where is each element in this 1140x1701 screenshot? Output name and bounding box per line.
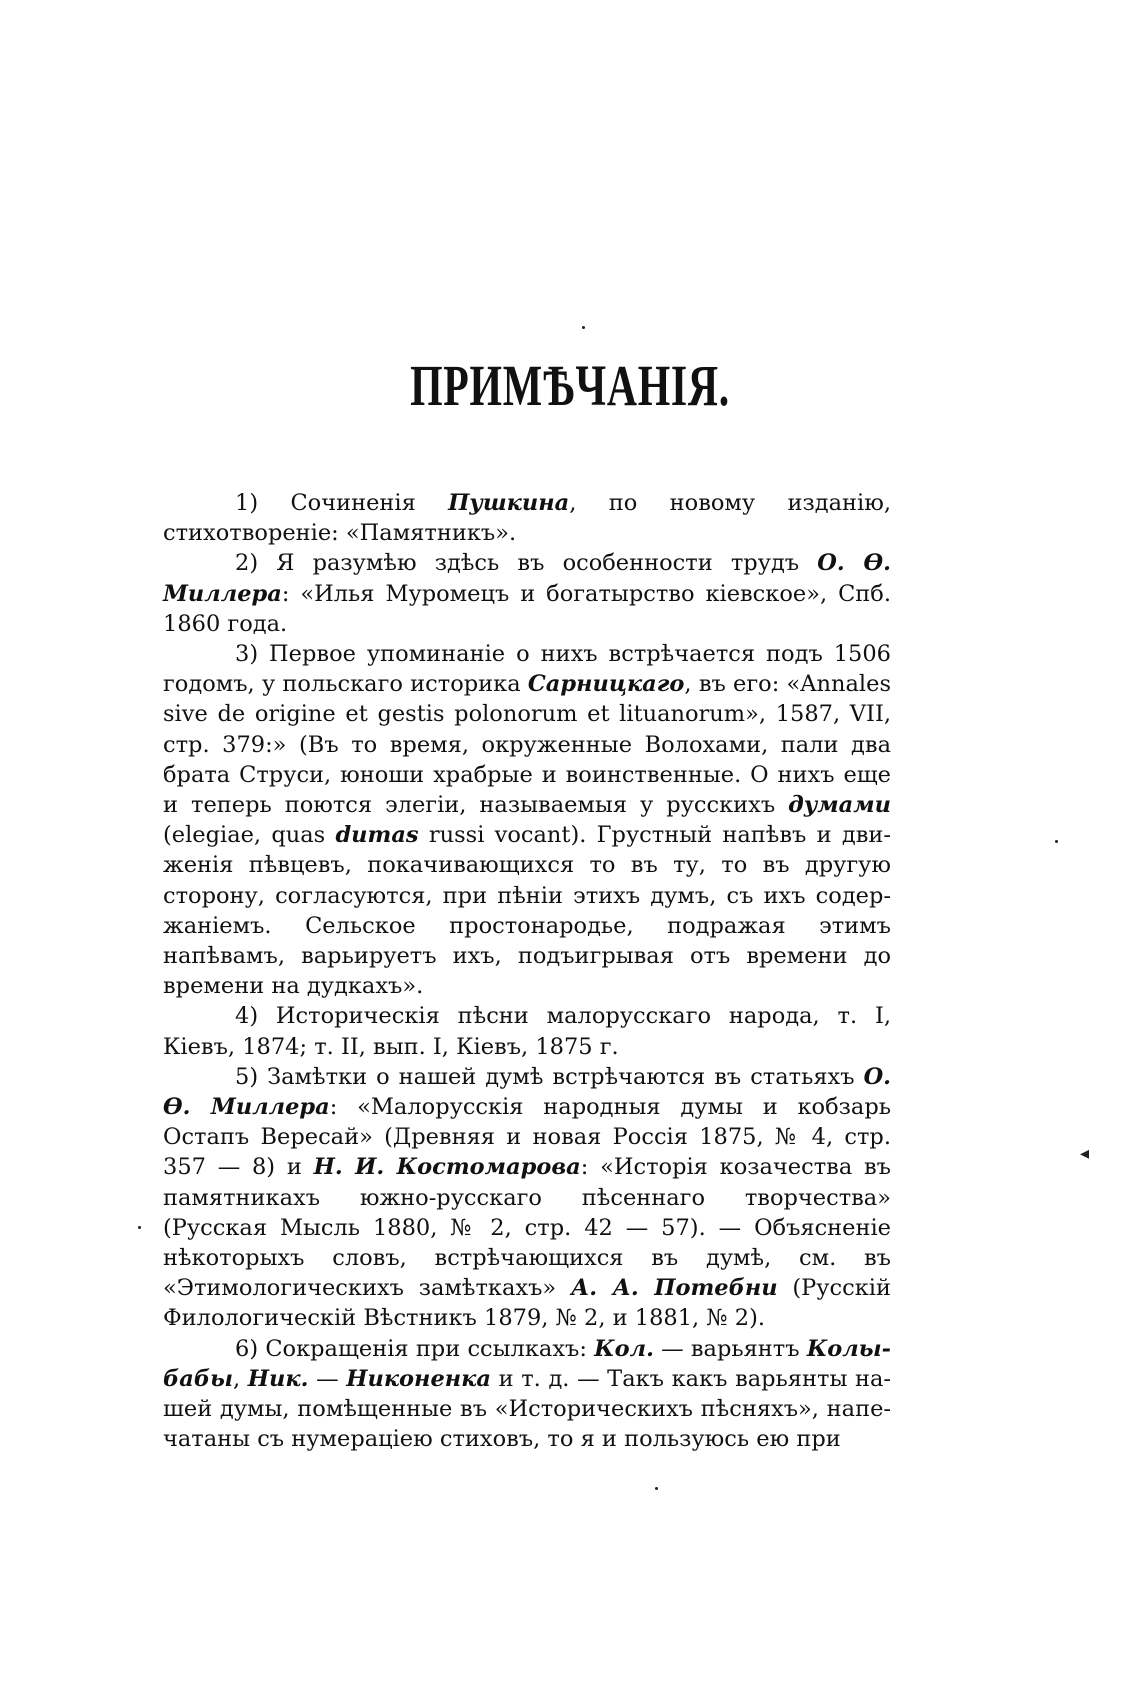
page-title: ПРИМѢЧАНІЯ.	[410, 353, 730, 418]
scan-speck	[655, 1487, 658, 1490]
footnote-emphasis: Сарницкаго	[527, 671, 685, 698]
footnote-text: 1) Сочиненія	[235, 490, 449, 516]
footnote-text: 2) Я разумѣю здѣсь въ особенности трудъ	[235, 550, 818, 577]
footnote-2	[163, 548, 891, 639]
footnote-text: (elegiae, quas	[163, 822, 336, 849]
footnote-emphasis: Кол.	[594, 1335, 654, 1362]
footnote-text: 6) Сокращенія при ссылкахъ:	[235, 1335, 595, 1362]
footnote-text: 5) Замѣтки о нашей думѣ встрѣчаются въ статьяхъ	[235, 1063, 864, 1090]
footnote-6	[163, 1334, 891, 1455]
footnote-text: : «Илья Муромецъ и богатырство кіевское», Спб. 1860 года.	[163, 580, 891, 637]
footnote-emphasis: Н. И. Костомарова	[313, 1154, 581, 1181]
footnote-text: , по новому изданію, стихотвореніе: «Памятникъ».	[163, 490, 891, 547]
scan-speck	[1055, 840, 1058, 843]
footnote-text: — варьянтъ	[653, 1335, 807, 1362]
footnote-5	[163, 1062, 891, 1334]
footnote-text: —	[308, 1365, 347, 1392]
footnote-text: : «Исторія козачества въ памятникахъ южно-русскаго пѣсеннаго творчества» (Русская Мысль 1880, № 2, стр. 42 — 57). — Объясненіе нѣкоторыхъ словъ, встрѣчающихся въ думѣ, см. въ «Этимологическихъ замѣткахъ»	[163, 1154, 891, 1302]
footnote-text: и т. д. — Такъ какъ варьянты нашей думы, помѣщенные въ «Историческихъ пѣсняхъ», напечатаны съ нумераціею стиховъ, то я и пользуюсь ею при	[163, 1365, 891, 1453]
footnote-emphasis: Колыбабы	[163, 1335, 891, 1392]
footnote-1	[163, 488, 891, 548]
footnote-3	[163, 639, 891, 1001]
footnote-4	[163, 1001, 891, 1061]
scan-speck	[138, 1226, 141, 1229]
footnote-emphasis: А. А. Потебни	[570, 1275, 778, 1302]
footnote-text: ,	[232, 1365, 248, 1392]
footnote-emphasis: Пушкина	[448, 490, 570, 516]
footnote-text: , въ его: «Annales sive de origine et gestis polonorum et lituanorum», 1587, VII, стр. 379:» (Въ то время, окруженные Волохами, пали два брата Струси, юноши храбрые и воинственные. О нихъ еще и теперь поются элегіи, называемыя у русскихъ	[163, 671, 891, 819]
footnote-text: (Русскій Филологическій Вѣстникъ 1879, № 2, и 1881, № 2).	[163, 1275, 891, 1332]
footnote-text: 3) Первое упоминаніе о нихъ встрѣчается подъ 1506 годомъ, у польскаго историка	[163, 641, 891, 698]
footnote-emphasis: dumas	[335, 822, 419, 849]
footnote-emphasis: О. Ѳ. Миллера	[163, 550, 891, 607]
footnote-text: 4) Историческія пѣсни малорусскаго народа, т. I, Кіевъ, 1874; т. II, вып. I, Кіевъ, 1875 г.	[163, 1003, 891, 1060]
footnote-emphasis: О. Ѳ. Миллера	[163, 1063, 891, 1121]
footnote-emphasis: Никоненка	[346, 1365, 491, 1392]
notes-list	[163, 488, 891, 1455]
footnote-text: russi vocant). Грустный напѣвъ и движенія пѣвцевъ, покачивающихся то въ ту, то въ другую сторону, согласуются, при пѣніи этихъ думъ, съ ихъ содержаніемъ. Сельское простонародье, подражая этимъ напѣвамъ, варьируетъ ихъ, подъигрывая отъ времени до времени на дудкахъ».	[163, 822, 891, 1000]
footnote-emphasis: Ник.	[247, 1365, 309, 1392]
footnote-emphasis: думами	[788, 792, 891, 819]
scan-speck	[582, 326, 585, 329]
scan-mark: ◂	[1080, 1143, 1090, 1164]
footnote-text: : «Малорусскія народныя думы и кобзарь Остапъ Вересай» (Древняя и новая Россія 1875, № 4, стр. 357 — 8) и	[163, 1094, 891, 1181]
